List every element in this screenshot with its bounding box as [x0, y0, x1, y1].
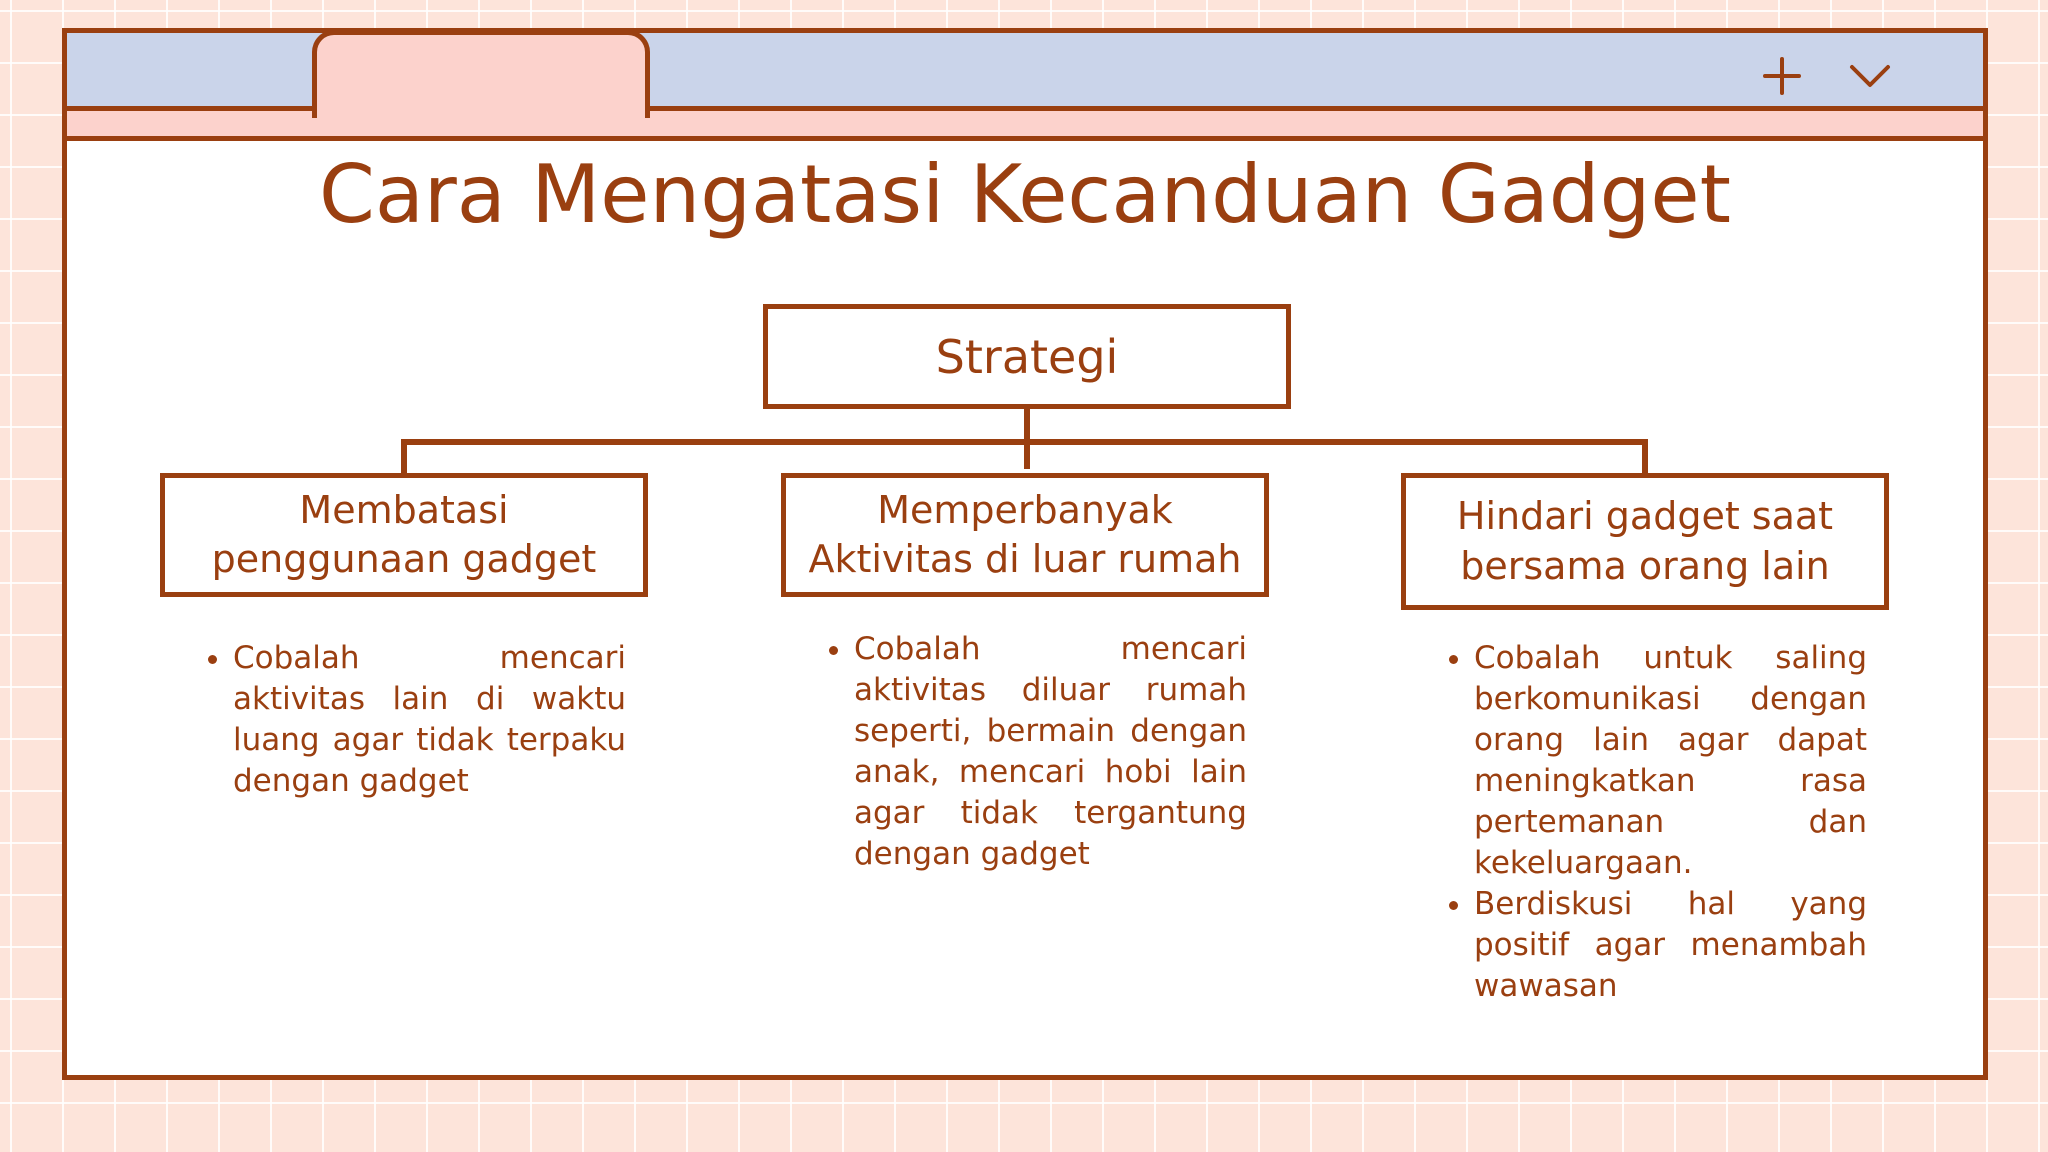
plus-icon[interactable]	[1759, 53, 1805, 99]
root-node-label: Strategi	[935, 329, 1119, 384]
bullet-item: • Cobalah mencari aktivitas lain di waktu luang agar tidak terpaku dengan gadget	[233, 638, 626, 802]
slide-title: Cara Mengatasi Kecanduan Gadget	[319, 148, 1731, 241]
branch-node-label: Memperbanyak Aktivitas di luar rumah	[808, 487, 1242, 581]
branch-node-membatasi	[160, 473, 648, 597]
bullet-item: • Berdiskusi hal yang positif agar menambah wawasan	[1474, 884, 1867, 1007]
branch-node-hindari	[1401, 473, 1889, 610]
bullet-list-memperbanyak	[814, 629, 1247, 875]
slide-window	[62, 28, 1988, 1080]
branch-node-label: Hindari gadget saat bersama orang lain	[1456, 494, 1834, 588]
bullet-item: • Cobalah mencari aktivitas diluar rumah seperti, bermain dengan anak, mencari hobi lain agar tidak tergantung dengan gadget	[854, 629, 1247, 875]
bullet-item: • Cobalah untuk saling berkomunikasi dengan orang lain agar dapat meningkatkan rasa pertemanan dan kekeluargaan.	[1474, 638, 1867, 884]
bullet-list-hindari	[1434, 638, 1867, 1007]
root-node-strategi	[763, 304, 1291, 409]
active-tab[interactable]	[312, 30, 650, 118]
branch-node-memperbanyak	[781, 473, 1269, 597]
bullet-list-membatasi	[193, 638, 626, 802]
chevron-down-icon[interactable]	[1847, 53, 1893, 99]
branch-node-label: Membatasi penggunaan gadget	[211, 487, 597, 581]
